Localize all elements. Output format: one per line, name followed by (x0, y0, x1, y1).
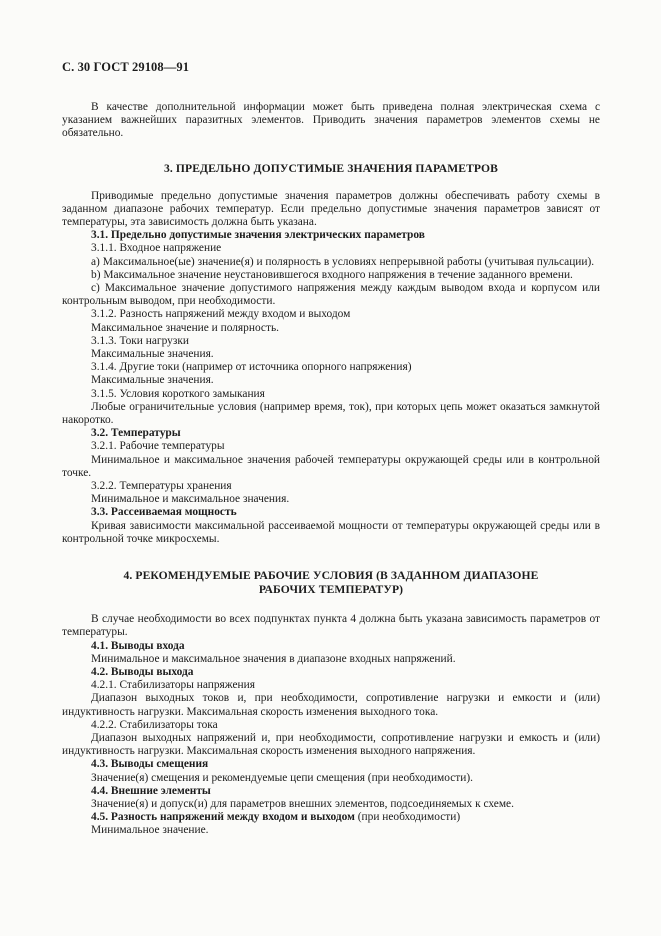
s3-3-heading: 3.3. Рассеиваемая мощность (91, 506, 237, 519)
s4-3-text: Значение(я) смещения и рекомендуемые цепи смещения (при необходимости). (91, 771, 474, 784)
s3-1-1-heading: 3.1.1. Входное напряжение (91, 242, 222, 255)
s4-5-text: Минимальное значение. (91, 824, 209, 837)
s3-2-1-text: Минимальное и максимальное значения рабочей температуры окружающей среды или в контрольной точке. (62, 453, 600, 479)
s3-2-heading: 3.2. Температуры (91, 427, 181, 440)
s4-4-heading: 4.4. Внешние элементы (91, 784, 211, 797)
page-header: С. 30 ГОСТ 29108—91 (62, 60, 190, 74)
section-3-title: 3. ПРЕДЕЛЬНО ДОПУСТИМЫЕ ЗНАЧЕНИЯ ПАРАМЕТРОВ (164, 161, 498, 175)
s4-intro: В случае необходимости во всех подпунктах пункта 4 должна быть указана зависимость параметров от температуры. (62, 613, 600, 639)
intro-paragraph: В качестве дополнительной информации может быть приведена полная электрическая схема с указанием важнейших паразитных элементов. Приводить значения параметров элементов схемы не обязательно. (62, 101, 600, 140)
s3-1-1-a: а) Максимальное(ые) значение(я) и полярность в условиях непрерывной работы (учитывая пульсации). (91, 255, 595, 268)
s4-4-text: Значение(я) и допуск(и) для параметров внешних элементов, подсоединяемых к схеме. (91, 797, 514, 810)
s3-2-2-text: Минимальное и максимальное значения. (91, 493, 290, 506)
s4-2-1-heading: 4.2.1. Стабилизаторы напряжения (91, 679, 255, 692)
s3-2-2-heading: 3.2.2. Температуры хранения (91, 480, 232, 493)
s3-1-2-heading: 3.1.2. Разность напряжений между входом и выходом (91, 308, 351, 321)
s4-1-heading: 4.1. Выводы входа (91, 639, 185, 652)
document-page (62, 60, 600, 838)
s3-1-5-text: Любые ограничительные условия (например время, ток), при которых цепь может оказаться замкнутой накоротко. (62, 400, 600, 427)
s3-3-text: Кривая зависимости максимальной рассеиваемой мощности от температуры окружающей среды или в контрольной точке микросхемы. (62, 519, 600, 545)
s4-5-note: (при необходимости) (354, 811, 461, 824)
s4-1-text: Минимальное и максимальное значения в диапазоне входных напряжений. (91, 652, 456, 665)
s4-2-heading: 4.2. Выводы выхода (91, 665, 194, 678)
s4-5-paragraph (62, 811, 600, 824)
s3-1-1-c: с) Максимальное значение допустимого напряжения между каждым выводом входа и корпусом или контрольным выводом, при необходимости. (62, 282, 600, 308)
s3-1-2-text: Максимальное значение и полярность. (91, 321, 280, 334)
s3-intro: Приводимые предельно допустимые значения параметров должны обеспечивать работу схемы в заданном диапазоне рабочих температур. Если предельно допустимые значения параметров зависят от температуры, эта зависимость должна быть указана. (62, 189, 600, 229)
s3-1-1-b: b) Максимальное значение неустановившегося входного напряжения в течение заданного времени. (91, 268, 573, 281)
s4-2-2-text: Диапазон выходных напряжений и, при необходимости, сопротивление нагрузки и емкость и (или) индуктивность нагрузки. Максимальная скорость изменения выходного напряжения. (62, 731, 600, 758)
s3-2-1-heading: 3.2.1. Рабочие температуры (91, 440, 225, 453)
s4-2-1-text: Диапазон выходных токов и, при необходимости, сопротивление нагрузки и емкости и (или) индуктивность нагрузки. Максимальная скорость изменения выходного тока. (62, 692, 600, 718)
s3-1-4-heading: 3.1.4. Другие токи (например от источника опорного напряжения) (91, 361, 412, 374)
s3-1-5-heading: 3.1.5. Условия короткого замыкания (91, 387, 265, 400)
s3-1-heading: 3.1. Предельно допустимые значения электрических параметров (91, 229, 425, 242)
s3-1-3-heading: 3.1.3. Токи нагрузки (91, 334, 189, 347)
section-4-title-line1: 4. РЕКОМЕНДУЕМЫЕ РАБОЧИЕ УСЛОВИЯ (В ЗАДАННОМ ДИАПАЗОНЕ (123, 569, 539, 583)
s4-2-2-heading: 4.2.2. Стабилизаторы тока (91, 718, 218, 731)
s4-5-heading: 4.5. Разность напряжений между входом и выходом (91, 811, 355, 824)
s4-3-heading: 4.3. Выводы смещения (91, 758, 209, 771)
s3-1-3-text: Максимальные значения. (91, 348, 214, 361)
s3-1-4-text: Максимальные значения. (91, 374, 214, 387)
section-4-title-line2: РАБОЧИХ ТЕМПЕРАТУР) (258, 583, 404, 597)
